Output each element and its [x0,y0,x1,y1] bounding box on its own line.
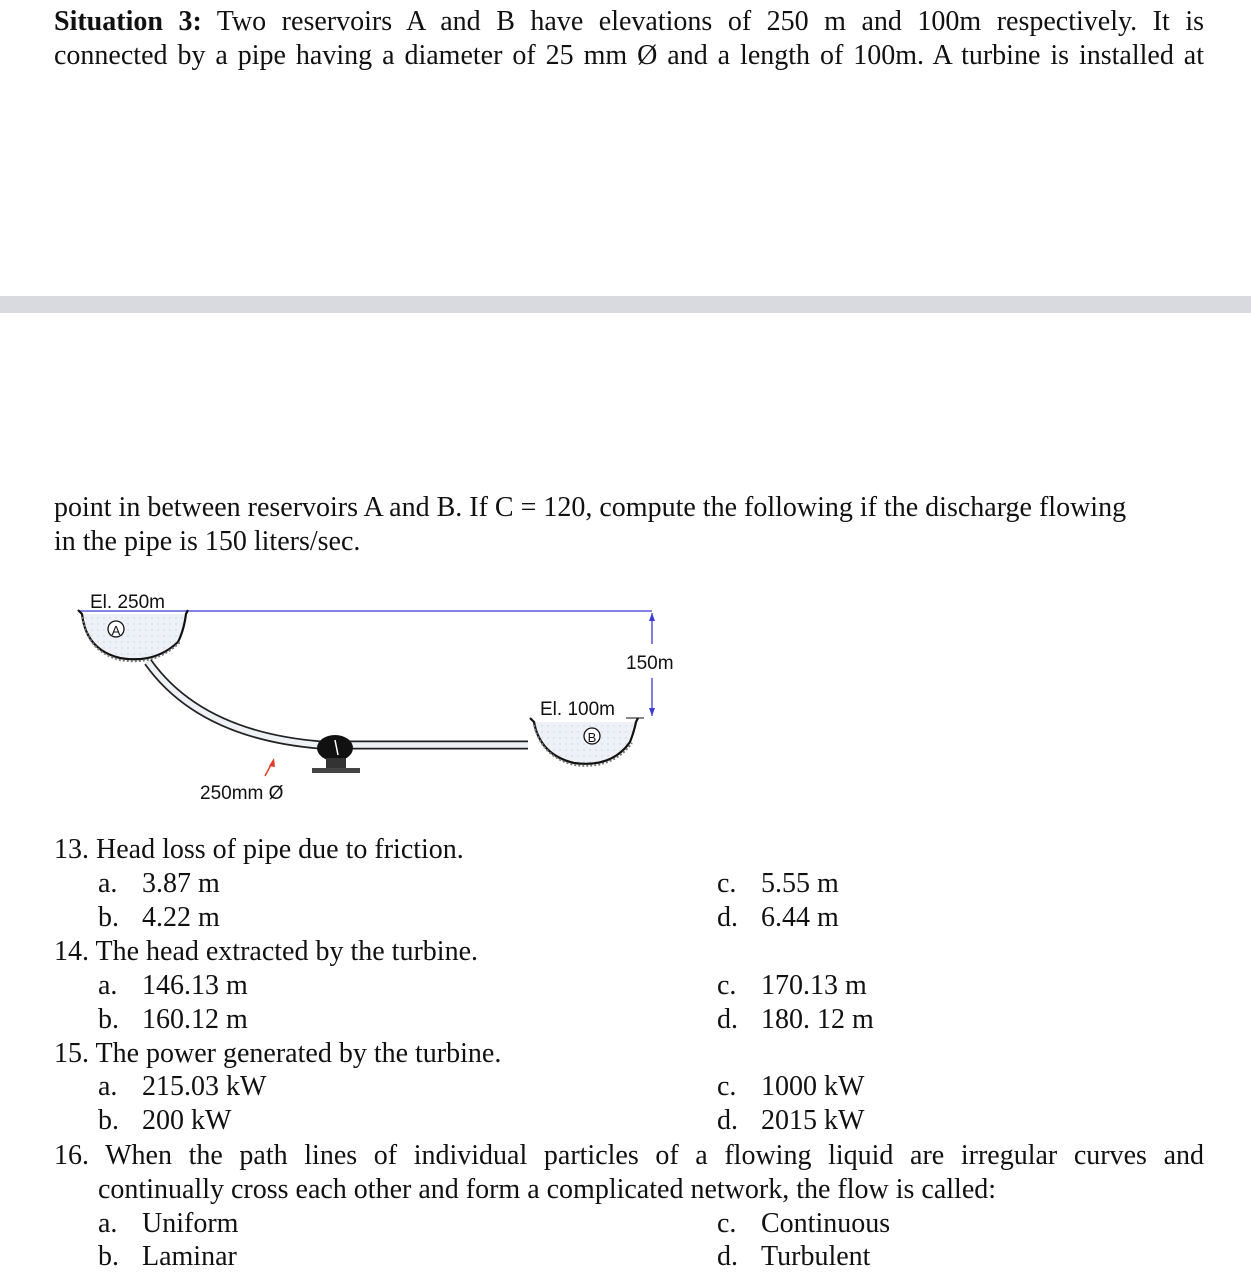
question-14-option-d[interactable]: d. 180. 12 m [717,1004,874,1035]
question-16-stem-line-2: continually cross each other and form a complicated network, the flow is called: [98,1174,997,1205]
question-15-option-c[interactable]: c. 1000 kW [717,1071,865,1102]
situation-line-3: point in between reservoirs A and B. If C = 120, compute the following if the discharge flowing [54,492,1127,523]
question-16-stem-line-1: 16. When the path lines of individual particles of a flowing liquid are irregular curves and [54,1140,1204,1171]
reservoir-turbine-diagram [60,580,700,810]
elevation-b-label: El. 100m [540,699,615,720]
question-13-option-c[interactable]: c. 5.55 m [717,868,839,899]
reservoir-b [530,718,638,766]
question-16-option-c[interactable]: c. Continuous [717,1208,891,1239]
situation-paragraph-top [54,5,1204,73]
reservoir-a-letter: A [111,623,121,638]
reservoir-a [78,610,188,661]
situation-line-4: in the pipe is 150 liters/sec. [54,526,361,557]
situation-line-1: Situation 3: Two reservoirs A and B have elevations of 250 m and 100m respectively. It is [54,6,1205,37]
elevation-a-label: El. 250m [90,592,165,613]
situation-paragraph-bottom [54,491,1204,559]
question-14-stem: 14. The head extracted by the turbine. [54,936,478,967]
page-gap-divider [0,296,1251,313]
question-13-stem: 13. Head loss of pipe due to friction. [54,834,464,865]
question-14-option-b[interactable]: b. 160.12 m [98,1004,248,1035]
question-14-option-c[interactable]: c. 170.13 m [717,970,867,1001]
question-15-option-a[interactable]: a. 215.03 kW [98,1071,267,1102]
question-15-option-b[interactable]: b. 200 kW [98,1105,232,1136]
pipe-diameter-label: 250mm Ø [200,783,284,804]
question-15-option-d[interactable]: d. 2015 kW [717,1105,865,1136]
pipe-diameter-arrow [265,758,275,776]
situation-line-2: connected by a pipe having a diameter of 25 mm Ø and a length of 100m. A turbine is installed at [54,40,1204,71]
question-14-option-a[interactable]: a. 146.13 m [98,970,248,1001]
pipe [148,662,528,745]
reservoir-b-letter: B [587,730,597,745]
question-13-option-a[interactable]: a. 3.87 m [98,868,220,899]
situation-label: Situation 3: [54,6,202,37]
question-16-option-d[interactable]: d. Turbulent [717,1241,871,1272]
question-13-option-d[interactable]: d. 6.44 m [717,902,839,933]
question-16-stem [54,1139,1204,1207]
head-difference-label: 150m [626,653,674,674]
question-16-option-a[interactable]: a. Uniform [98,1208,239,1239]
question-16-option-b[interactable]: b. Laminar [98,1241,237,1272]
question-15-stem: 15. The power generated by the turbine. [54,1038,502,1069]
question-13-option-b[interactable]: b. 4.22 m [98,902,220,933]
